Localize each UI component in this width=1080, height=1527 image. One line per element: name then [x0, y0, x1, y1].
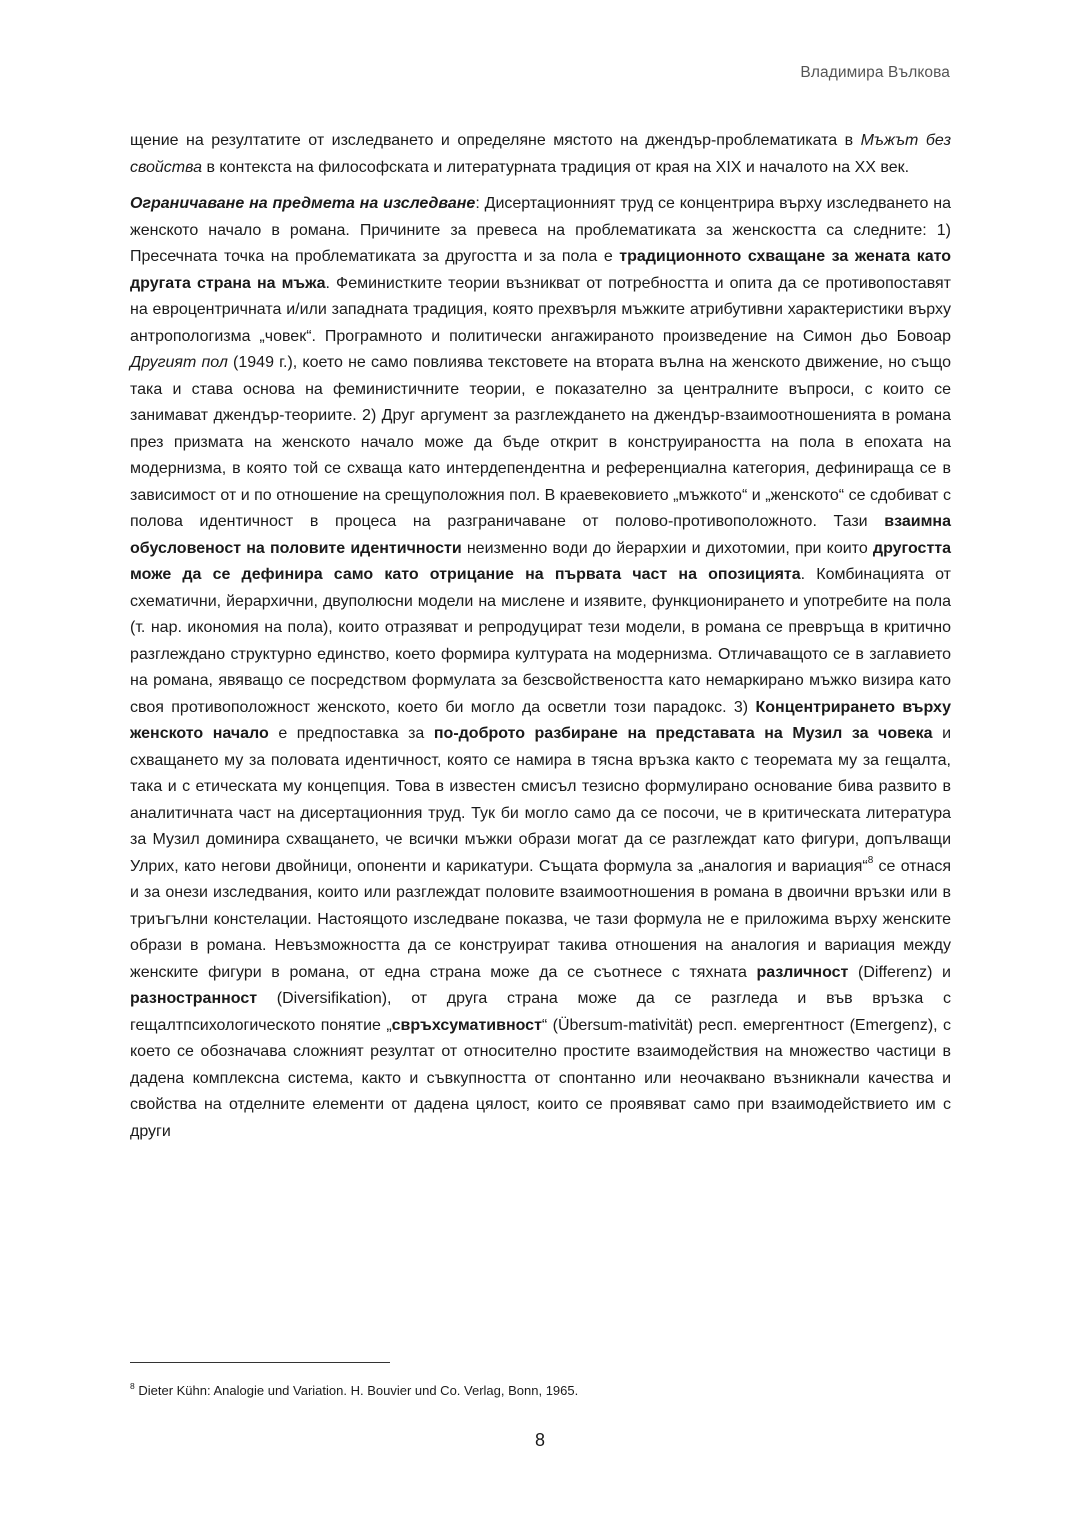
- footnote-text: Dieter Kühn: Analogie und Variation. H. Bouvier und Co. Verlag, Bonn, 1965.: [134, 1383, 579, 1398]
- text-span: “ (Übersum-mativität) респ. емергентност (Emergenz), с което се обозначава сложният резултат от относително простите взаимодействия на множество частици в дадена комплексна система, както и съвкупността от спонтанно или неочаквано възникнали качества и свойства на отделните елементи от дадена цялост, които се проявяват само при взаимодействието им с други: [130, 1016, 951, 1140]
- bold-emphasis: разностранност: [130, 990, 258, 1007]
- bold-emphasis: другостта може да се дефинира само като отрицание на първата част на опозицията: [130, 539, 952, 583]
- footnote-number: 8: [130, 1380, 135, 1391]
- text-span: (1949 г.), което не само повлиява текстовете на втората вълна на женското движение, но също така и става основа на феминистичните теории, е показателно за централните въпроси, с които се занимават джендър-теориите. 2) Друг аргумент за разглеждането на джендър-взаимоотношенията в романа през призмата на женското начало може да бъде открит в конструираността на пола в епохата на модернизма, в която той се схваща като интердепендентна и референциална категория, дефинираща се в зависимост от и по отношение на срещуположния пол. В краевековието „мъжкото“ и „женското“ се сдобиват с полова идентичност в процеса на разграничаване от полово-противоположното. Тази: [130, 354, 951, 530]
- text-span: щение на резултатите от изследването и определяне мястото на джендър-проблематиката в: [130, 132, 861, 149]
- bold-emphasis: различност: [756, 963, 849, 981]
- footnote-divider: [130, 1362, 390, 1363]
- book-title-italic: Другият пол: [130, 354, 228, 371]
- bold-emphasis: свръхсумативност: [391, 1016, 542, 1034]
- text-span: (Diversifikation), от друга страна може да се разгледа и във връзка с гещалтпсихологическото понятие „: [130, 990, 951, 1034]
- running-header-author: Владимира Вълкова: [800, 64, 950, 81]
- text-span: : Дисертационният труд се концентрира върху изследването на женското начало в романа. Причините за превеса на проблематиката за женскостта са следните: 1) Пресечната точка на проблематиката за другостта и за пола е: [130, 195, 952, 265]
- section-lead-heading: Ограничаване на предмета на изследване: [130, 195, 476, 212]
- paragraph-2: [130, 191, 951, 1145]
- text-span: (Differenz) и: [848, 963, 951, 981]
- bold-emphasis: традиционното схващане за жената като другата страна на мъжа: [130, 248, 951, 292]
- text-span: в контекста на философската и литературната традиция от края на XIX и началото на XX век.: [202, 158, 910, 176]
- bold-emphasis: по-доброто разбиране на представата на Музил за човека: [433, 725, 933, 742]
- body-text: [130, 128, 951, 1145]
- bold-emphasis: взаимна обусловеност на половите идентичности: [130, 513, 951, 557]
- footnote-8: [130, 1382, 951, 1400]
- bold-emphasis: Концентрирането върху женското начало: [130, 698, 951, 742]
- text-span: . Феминистките теории възникват от потребността и опита да се противопоставят на евроцентричната и/или западната традиция, която прехвърля мъжките атрибутивни характеристики върху антропологизма „човек“. Програмното и политически ангажираното произведение на Симон дьо Бовоар: [130, 274, 952, 345]
- footnote-reference[interactable]: 8: [867, 855, 874, 867]
- text-span: и схващането му за половата идентичност, която се намира в тясна връзка както с теоремата му за гещалта, така и с етическата му концепция. Това в известен смисъл тезисно формулирано основание бива развито в аналитичната част на дисертационния труд. Тук би могло само да се посочи, че в критическата литература за Музил доминира схващането, че всички мъжки образи могат да се разглеждат като фигури, допълващи Улрих, като негови двойници, опоненти и карикатури. Същата формула за „аналогия и вариация“: [130, 725, 952, 875]
- text-span: . Комбинацията от схематични, йерархични, двуполюсни модели на мислене и изявите, функционирането и употребите на пола (т. нар. икономия на пола), които отразяват и репродуцират тези модели, в романа се превръща в критично разглеждано структурно единство, което формира културата на модернизма. Отличаващото се в заглавието на романа, явяващо се посредством формулата за безсвойствеността като немаркирано мъжко визира като своя противоположност женското, което би могло да осветли този парадокс. 3): [130, 566, 951, 716]
- page-number: 8: [534, 1430, 545, 1450]
- book-title-italic: Мъжът без свойства: [130, 132, 952, 176]
- paragraph-1: [130, 128, 951, 181]
- text-span: се отнася и за онези изследвания, които или разглеждат половите взаимоотношения в романа в двоични връзки или в триъгълни констелации. Настоящото изследване показва, че тази формула не е приложима върху женските образи в романа. Невъзможността да се конструират такива отношения на аналогия и вариация между женските фигури в романа, от една страна може да се съотнесе с тяхната: [130, 857, 951, 981]
- text-span: е предпоставка за: [268, 725, 434, 742]
- text-span: неизменно води до йерархии и дихотомии, при които: [461, 539, 873, 557]
